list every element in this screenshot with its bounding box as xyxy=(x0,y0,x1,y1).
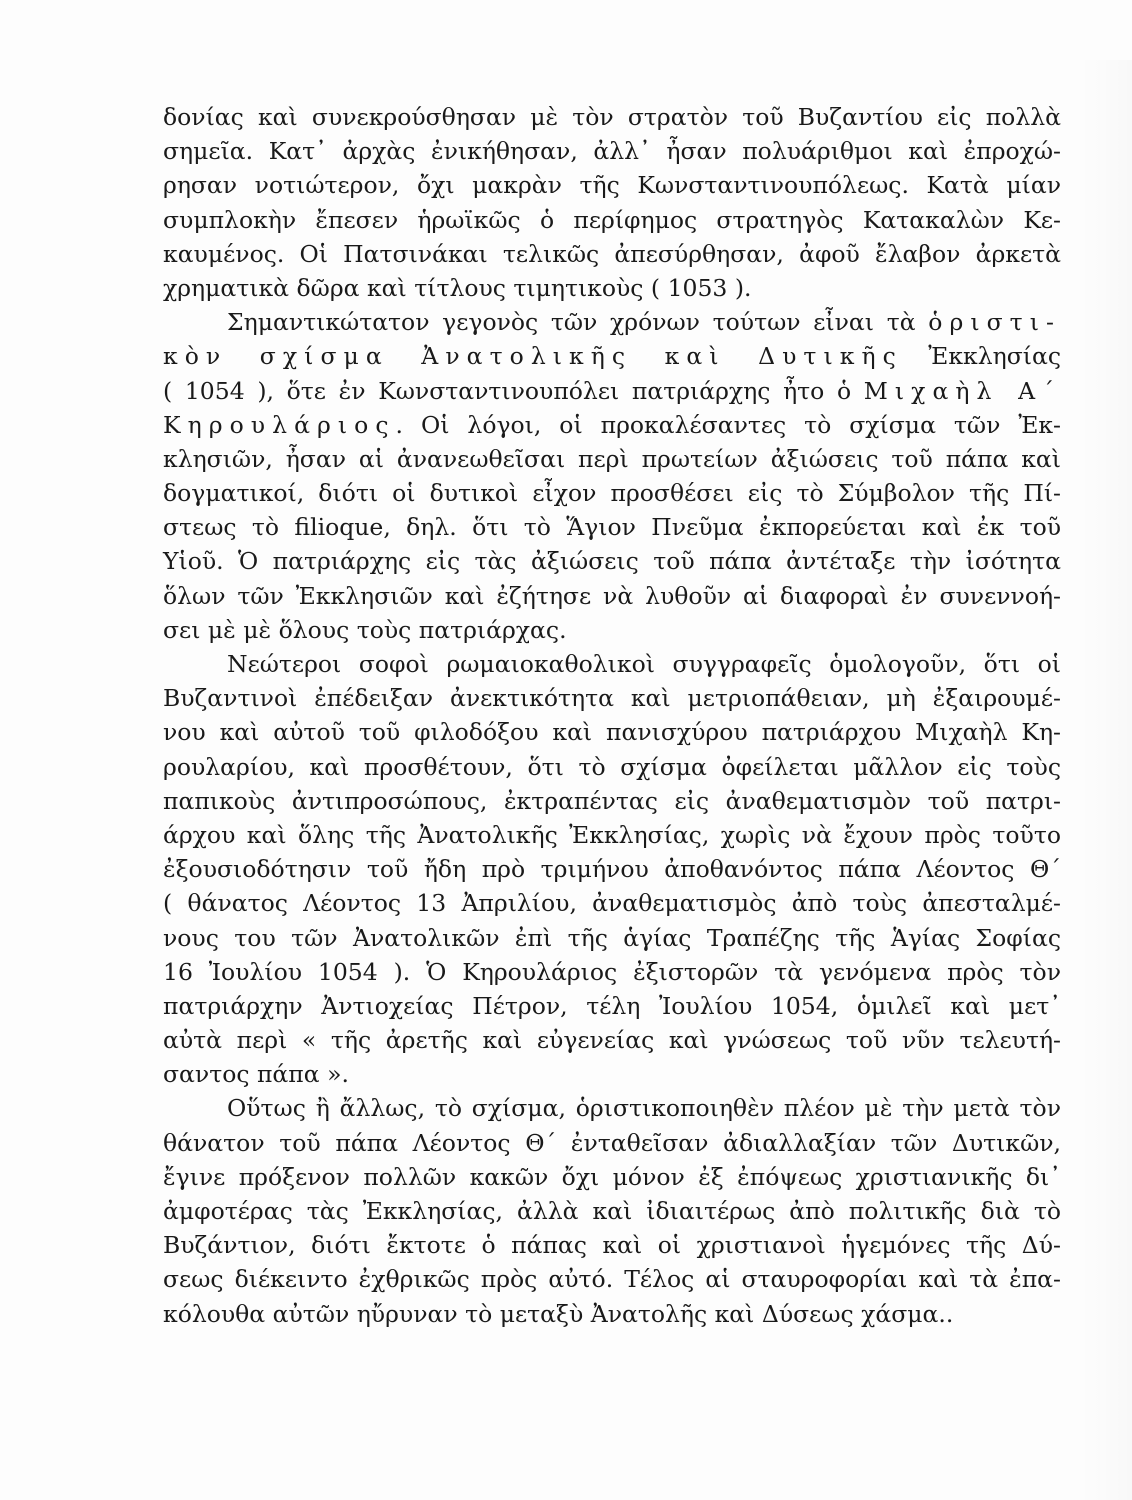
text-line: πατριάρχην Ἀντιοχείας Πέτρον, τέλη Ἰουλίου 1054, ὁμιλεῖ καὶ μετ᾽ xyxy=(163,991,1061,1020)
text-line: Υἱοῦ. Ὁ πατριάρχης εἰς τὰς ἀξιώσεις τοῦ πάπα ἀντέταξε τὴν ἰσότητα xyxy=(163,547,1061,576)
text-line: σει μὲ μὲ ὅλους τοὺς πατριάρχας. xyxy=(163,615,567,644)
text-line: ἐξουσιοδότησιν τοῦ ἤδη πρὸ τριμήνου ἀποθανόντος πάπα Λέοντος Θ΄ xyxy=(163,855,1061,884)
text-line: Βυζαντινοὶ ἐπέδειξαν ἀνεκτικότητα καὶ μετριοπάθειαν, μὴ ἐξαιρουμέ- xyxy=(163,684,1061,713)
text-line: παπικοὺς ἀντιπροσώπους, ἐκτραπέντας εἰς ἀναθεματισμὸν τοῦ πατρι- xyxy=(163,786,1061,815)
text-line: χρηματικὰ δῶρα καὶ τίτλους τιμητικοὺς ( 1053 ). xyxy=(163,273,752,302)
text-line xyxy=(163,339,1061,373)
text-line: ὅλων τῶν Ἐκκλησιῶν καὶ ἐζήτησε νὰ λυθοῦν αἱ διαφοραὶ ἐν συνεννοή- xyxy=(163,581,1061,610)
text-line: δογματικοί, διότι οἱ δυτικοὶ εἶχον προσθέσει εἰς τὸ Σύμβολον τῆς Πί- xyxy=(163,479,1061,508)
paragraph-2 xyxy=(163,305,1061,647)
text-line: ρησαν νοτιώτερον, ὄχι μακρὰν τῆς Κωνσταντινουπόλεως. Κατὰ μίαν xyxy=(163,171,1061,200)
text-run: Ἐκκλησίας xyxy=(902,342,1061,371)
text-line: σαντος πάπα ». xyxy=(163,1060,349,1089)
text-run: Σημαντικώτατον γεγονὸς τῶν χρόνων τούτων εἶναι τὰ xyxy=(227,308,929,337)
text-line xyxy=(163,374,1061,408)
emphasis-spaced: ὁριστι- xyxy=(928,308,1061,337)
paragraph-3 xyxy=(163,647,1061,1091)
text-run: . Οἱ λόγοι, οἱ προκαλέσαντες τὸ σχίσμα τῶν Ἐκ- xyxy=(395,410,1061,439)
body-text xyxy=(163,100,1061,1331)
emphasis-spaced: Κηρουλάριος xyxy=(163,410,396,439)
text-line: κλησιῶν, ἦσαν αἱ ἀνανεωθεῖσαι περὶ πρωτείων ἀξιώσεις τοῦ πάπα καὶ xyxy=(163,444,1061,473)
text-line xyxy=(163,305,1061,339)
emphasis-spaced: κὸν σχίσμα Ἀνατολικῆς καὶ Δυτικῆς xyxy=(163,342,903,371)
text-line: αὐτὰ περὶ « τῆς ἀρετῆς καὶ εὐγενείας καὶ γνώσεως τοῦ νῦν τελευτή- xyxy=(163,1026,1061,1055)
emphasis-spaced: Μιχαὴλ Α΄ xyxy=(863,376,1061,405)
text-line: 16 Ἰουλίου 1054 ). Ὁ Κηρουλάριος ἐξιστορῶν τὰ γενόμενα πρὸς τὸν xyxy=(163,957,1061,986)
text-line: σημεῖα. Κατ᾽ ἀρχὰς ἐνικήθησαν, ἀλλ᾽ ἦσαν πολυάριθμοι καὶ ἐπροχώ- xyxy=(163,137,1061,166)
paragraph-1 xyxy=(163,100,1061,305)
page-edge-shadow xyxy=(1080,60,1132,1500)
text-line: ἔγινε πρόξενον πολλῶν κακῶν ὄχι μόνον ἐξ ἐπόψεως χριστιανικῆς δι᾽ xyxy=(163,1162,1061,1191)
text-line: Οὕτως ἢ ἄλλως, τὸ σχίσμα, ὁριστικοποιηθὲν πλέον μὲ τὴν μετὰ τὸν xyxy=(227,1094,1061,1123)
text-line: σεως διέκειντο ἐχθρικῶς πρὸς αὐτό. Τέλος αἱ σταυροφορίαι καὶ τὰ ἐπα- xyxy=(163,1265,1061,1294)
text-line: νου καὶ αὐτοῦ τοῦ φιλοδόξου καὶ πανισχύρου πατριάρχου Μιχαὴλ Κη- xyxy=(163,718,1061,747)
text-line: θάνατον τοῦ πάπα Λέοντος Θ΄ ἐνταθεῖσαν ἀδιαλλαξίαν τῶν Δυτικῶν, xyxy=(163,1128,1061,1157)
text-line: νους του τῶν Ἀνατολικῶν ἐπὶ τῆς ἁγίας Τραπέζης τῆς Ἁγίας Σοφίας xyxy=(163,923,1061,952)
text-line: συμπλοκὴν ἔπεσεν ἡρωϊκῶς ὁ περίφημος στρατηγὸς Κατακαλὼν Κε- xyxy=(163,205,1061,234)
text-line: δονίας καὶ συνεκρούσθησαν μὲ τὸν στρατὸν τοῦ Βυζαντίου εἰς πολλὰ xyxy=(163,103,1061,131)
paragraph-4 xyxy=(163,1091,1061,1330)
text-line: Βυζάντιον, διότι ἔκτοτε ὁ πάπας καὶ οἱ χριστιανοὶ ἡγεμόνες τῆς Δύ- xyxy=(163,1231,1061,1260)
text-line: στεως τὸ filioque, δηλ. ὅτι τὸ Ἅγιον Πνεῦμα ἐκπορεύεται καὶ ἐκ τοῦ xyxy=(163,513,1061,542)
text-line: κόλουθα αὐτῶν ηὔρυναν τὸ μεταξὺ Ἀνατολῆς καὶ Δύσεως χάσμα.. xyxy=(163,1299,954,1328)
text-line xyxy=(163,408,1061,442)
text-line: Νεώτεροι σοφοὶ ρωμαιοκαθολικοὶ συγγραφεῖς ὁμολογοῦν, ὅτι οἱ xyxy=(227,650,1061,678)
text-run: ( 1054 ), ὅτε ἐν Κωνσταντινουπόλει πατριάρχης ἦτο ὁ xyxy=(163,376,864,405)
text-line: ρουλαρίου, καὶ προσθέτουν, ὅτι τὸ σχίσμα ὀφείλεται μᾶλλον εἰς τοὺς xyxy=(163,752,1061,781)
text-line: ( θάνατος Λέοντος 13 Ἀπριλίου, ἀναθεματισμὸς ἀπὸ τοὺς ἀπεσταλμέ- xyxy=(163,889,1061,918)
text-line: ἀμφοτέρας τὰς Ἐκκλησίας, ἀλλὰ καὶ ἰδιαιτέρως ἀπὸ πολιτικῆς διὰ τὸ xyxy=(163,1197,1061,1225)
text-line: άρχου καὶ ὅλης τῆς Ἀνατολικῆς Ἐκκλησίας, χωρὶς νὰ ἔχουν πρὸς τοῦτο xyxy=(163,820,1061,849)
text-line: καυμένος. Οἱ Πατσινάκαι τελικῶς ἀπεσύρθησαν, ἀφοῦ ἔλαβον ἀρκετὰ xyxy=(163,239,1061,268)
